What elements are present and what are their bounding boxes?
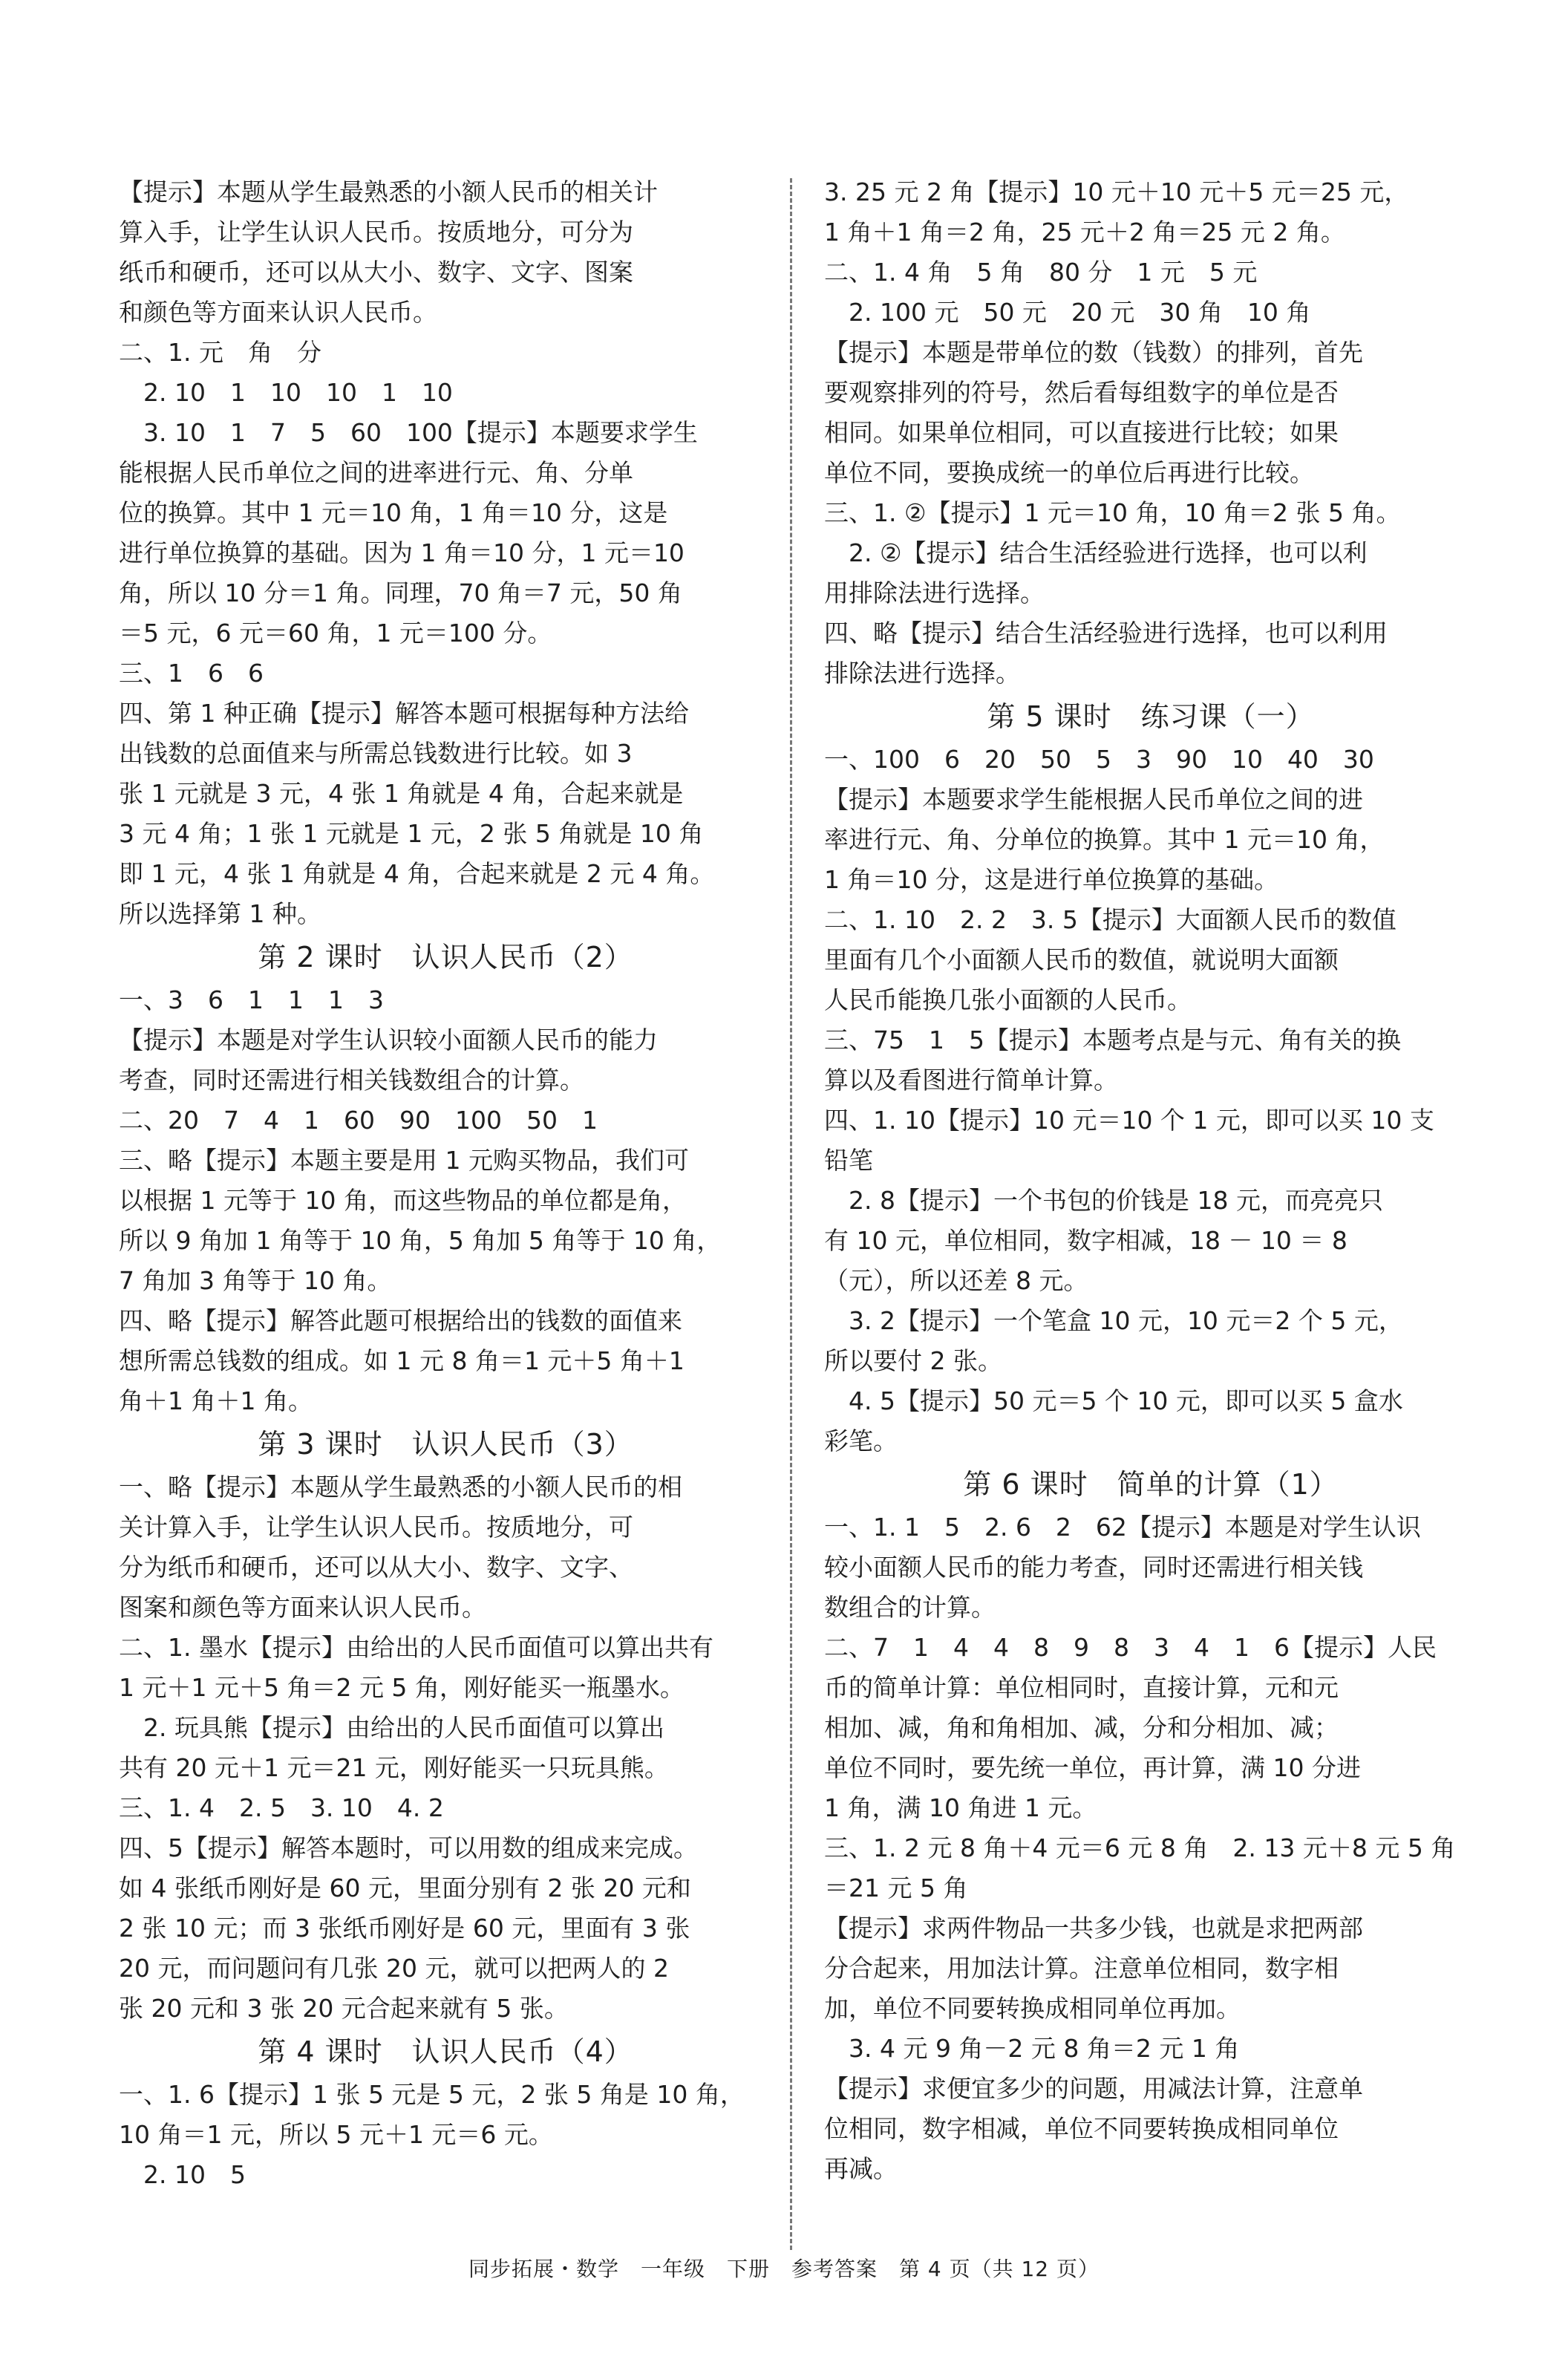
- answer-line: 用排除法进行选择。: [824, 578, 1045, 607]
- answer-line: 单位不同，要换成统一的单位后再进行比较。: [824, 458, 1314, 487]
- answer-line: 加，单位不同要转换成相同单位再加。: [824, 1994, 1241, 2023]
- answer-line: 里面有几个小面额人民币的数值，就说明大面额: [824, 945, 1339, 974]
- answer-line: 铅笔: [824, 1146, 873, 1175]
- answer-line: 四、5【提示】解答本题时，可以用数的组成来完成。: [119, 1833, 698, 1862]
- answer-line: 2. 100 元 50 元 20 元 30 角 10 角: [824, 298, 1311, 327]
- answer-line: 四、略【提示】解答此题可根据给出的钱数的面值来: [119, 1306, 682, 1335]
- answer-line: 单位不同时，要先统一单位，再计算，满 10 分进: [824, 1753, 1361, 1782]
- answer-line: 二、20 7 4 1 60 90 100 50 1: [119, 1106, 598, 1135]
- answer-line: 1 角，满 10 角进 1 元。: [824, 1793, 1097, 1822]
- answer-line: 2. 8【提示】一个书包的价钱是 18 元，而亮亮只: [824, 1186, 1383, 1215]
- answer-line: 率进行元、角、分单位的换算。其中 1 元＝10 角，: [824, 825, 1385, 854]
- answer-line: 有 10 元，单位相同，数字相减，18 － 10 ＝ 8: [824, 1226, 1348, 1255]
- answer-line: 想所需总钱数的组成。如 1 元 8 角＝1 元＋5 角＋1: [119, 1346, 685, 1375]
- answer-line: 一、100 6 20 50 5 3 90 10 40 30: [824, 745, 1374, 774]
- answer-line: 四、略【提示】结合生活经验进行选择，也可以利用: [824, 619, 1388, 648]
- answer-line: 三、略【提示】本题主要是用 1 元购买物品，我们可: [119, 1146, 689, 1175]
- answer-line: 角，所以 10 分＝1 角。同理，70 角＝7 元，50 角: [119, 578, 682, 607]
- answer-line: ＝21 元 5 角: [824, 1874, 968, 1902]
- answer-line: 二、1. 4 角 5 角 80 分 1 元 5 元: [824, 258, 1258, 287]
- answer-line: 3. 4 元 9 角－2 元 8 角＝2 元 1 角: [824, 2034, 1240, 2063]
- answer-line: 较小面额人民币的能力考查，同时还需进行相关钱: [824, 1553, 1363, 1582]
- answer-line: 2. 10 5: [119, 2160, 246, 2189]
- answer-line: 彩笔。: [824, 1426, 898, 1455]
- answer-line: 相同。如果单位相同，可以直接进行比较；如果: [824, 418, 1339, 447]
- answer-line: 所以选择第 1 种。: [119, 899, 321, 928]
- answer-line: 出钱数的总面值来与所需总钱数进行比较。如 3: [119, 739, 633, 768]
- left-column: [119, 172, 772, 2195]
- section-heading: 第 6 课时 简单的计算（1）: [963, 1468, 1339, 1501]
- answer-line: 20 元，而问题问有几张 20 元，就可以把两人的 2: [119, 1954, 669, 1983]
- answer-line: 一、3 6 1 1 1 3: [119, 985, 384, 1014]
- answer-line: 10 角＝1 元，所以 5 元＋1 元＝6 元。: [119, 2120, 553, 2149]
- answer-line: 数组合的计算。: [824, 1593, 996, 1622]
- answer-line: 2 张 10 元；而 3 张纸币刚好是 60 元，里面有 3 张: [119, 1914, 690, 1943]
- answer-line: 张 20 元和 3 张 20 元合起来就有 5 张。: [119, 1994, 569, 2023]
- answer-line: 三、1 6 6: [119, 659, 264, 688]
- answer-line: 排除法进行选择。: [824, 659, 1020, 688]
- answer-line: 【提示】求两件物品一共多少钱，也就是求把两部: [824, 1914, 1363, 1943]
- answer-line: 位的换算。其中 1 元＝10 角，1 角＝10 分，这是: [119, 498, 668, 527]
- answer-line: 二、1. 10 2. 2 3. 5【提示】大面额人民币的数值: [824, 905, 1396, 934]
- answer-line: 角＋1 角＋1 角。: [119, 1386, 313, 1415]
- right-column: [824, 172, 1477, 2189]
- section-heading: 第 2 课时 认识人民币（2）: [258, 941, 633, 974]
- answer-line: 进行单位换算的基础。因为 1 角＝10 分，1 元＝10: [119, 538, 685, 567]
- section-heading: 第 5 课时 练习课（一）: [987, 700, 1315, 733]
- answer-line: 人民币能换几张小面额的人民币。: [824, 985, 1192, 1014]
- answer-line: 和颜色等方面来认识人民币。: [119, 298, 437, 327]
- answer-line: 以根据 1 元等于 10 角，而这些物品的单位都是角，: [119, 1186, 687, 1215]
- answer-line: 【提示】本题从学生最熟悉的小额人民币的相关计: [119, 177, 658, 206]
- answer-line: 二、1. 元 角 分: [119, 338, 321, 367]
- answer-line: 币的简单计算：单位相同时，直接计算，元和元: [824, 1673, 1339, 1702]
- answer-line: 所以要付 2 张。: [824, 1346, 1002, 1375]
- answer-line: 1 元＋1 元＋5 角＝2 元 5 角，刚好能买一瓶墨水。: [119, 1673, 685, 1702]
- answer-line: 2. 玩具熊【提示】由给出的人民币面值可以算出: [119, 1713, 664, 1742]
- answer-line: 2. 10 1 10 10 1 10: [119, 378, 453, 407]
- answer-line: 三、1. 4 2. 5 3. 10 4. 2: [119, 1793, 444, 1822]
- answer-line: 一、1. 1 5 2. 6 2 62【提示】本题是对学生认识: [824, 1513, 1421, 1542]
- answer-line: 再减。: [824, 2154, 898, 2183]
- answer-line: 【提示】求便宜多少的问题，用减法计算，注意单: [824, 2074, 1363, 2103]
- answer-line: 分为纸币和硬币，还可以从大小、数字、文字、: [119, 1553, 633, 1582]
- answer-line: 共有 20 元＋1 元＝21 元，刚好能买一只玩具熊。: [119, 1753, 669, 1782]
- answer-line: 【提示】本题要求学生能根据人民币单位之间的进: [824, 785, 1363, 814]
- answer-line: 7 角加 3 角等于 10 角。: [119, 1266, 392, 1295]
- answer-line: 3. 25 元 2 角【提示】10 元＋10 元＋5 元＝25 元，: [824, 177, 1409, 206]
- answer-line: 3. 2【提示】一个笔盒 10 元，10 元＝2 个 5 元，: [824, 1306, 1403, 1335]
- answer-line: 即 1 元，4 张 1 角就是 4 角，合起来就是 2 元 4 角。: [119, 859, 715, 888]
- section-heading: 第 4 课时 认识人民币（4）: [258, 2035, 633, 2068]
- answer-line: 考查，同时还需进行相关钱数组合的计算。: [119, 1066, 584, 1095]
- answer-line: 算以及看图进行简单计算。: [824, 1066, 1118, 1095]
- answer-line: 相加、减，角和角相加、减，分和分相加、减；: [824, 1713, 1339, 1742]
- answer-line: 二、7 1 4 4 8 9 8 3 4 1 6【提示】人民: [824, 1633, 1437, 1662]
- answer-line: 4. 5【提示】50 元＝5 个 10 元，即可以买 5 盒水: [824, 1386, 1403, 1415]
- answer-line: 1 角＝10 分，这是进行单位换算的基础。: [824, 865, 1278, 894]
- answer-line: 纸币和硬币，还可以从大小、数字、文字、图案: [119, 258, 633, 287]
- answer-line: 四、1. 10【提示】10 元＝10 个 1 元，即可以买 10 支: [824, 1106, 1434, 1135]
- answer-line: 三、75 1 5【提示】本题考点是与元、角有关的换: [824, 1025, 1401, 1054]
- answer-line: 关计算入手，让学生认识人民币。按质地分，可: [119, 1513, 633, 1542]
- answer-line: 能根据人民币单位之间的进率进行元、角、分单: [119, 458, 633, 487]
- section-heading: 第 3 课时 认识人民币（3）: [258, 1428, 633, 1461]
- column-divider: [790, 178, 792, 2250]
- answer-line: （元），所以还差 8 元。: [824, 1266, 1088, 1295]
- page-footer: 同步拓展・数学 一年级 下册 参考答案 第 4 页（共 12 页）: [468, 2257, 1100, 2281]
- answer-line: 图案和颜色等方面来认识人民币。: [119, 1593, 486, 1622]
- answer-line: 一、略【提示】本题从学生最熟悉的小额人民币的相: [119, 1473, 682, 1501]
- answer-line: 三、1. 2 元 8 角＋4 元＝6 元 8 角 2. 13 元＋8 元 5 角: [824, 1833, 1456, 1862]
- answer-line: 要观察排列的符号，然后看每组数字的单位是否: [824, 378, 1339, 407]
- answer-line: 一、1. 6【提示】1 张 5 元是 5 元，2 张 5 角是 10 角，: [119, 2080, 745, 2109]
- answer-line: 算入手，让学生认识人民币。按质地分，可分为: [119, 218, 633, 247]
- answer-line: 张 1 元就是 3 元，4 张 1 角就是 4 角，合起来就是: [119, 779, 684, 808]
- answer-line: ＝5 元，6 元＝60 角，1 元＝100 分。: [119, 619, 552, 648]
- answer-line: 3 元 4 角；1 张 1 元就是 1 元，2 张 5 角就是 10 角: [119, 819, 704, 848]
- answer-line: 【提示】本题是对学生认识较小面额人民币的能力: [119, 1025, 658, 1054]
- answer-line: 三、1. ②【提示】1 元＝10 角，10 角＝2 张 5 角。: [824, 498, 1401, 527]
- answer-line: 分合起来，用加法计算。注意单位相同，数字相: [824, 1954, 1339, 1983]
- answer-line: 如 4 张纸币刚好是 60 元，里面分别有 2 张 20 元和: [119, 1874, 691, 1902]
- answer-line: 3. 10 1 7 5 60 100【提示】本题要求学生: [119, 418, 698, 447]
- answer-line: 二、1. 墨水【提示】由给出的人民币面值可以算出共有: [119, 1633, 713, 1662]
- answer-line: 四、第 1 种正确【提示】解答本题可根据每种方法给: [119, 699, 689, 728]
- answer-line: 1 角＋1 角＝2 角，25 元＋2 角＝25 元 2 角。: [824, 218, 1345, 247]
- answer-line: 所以 9 角加 1 角等于 10 角，5 角加 5 角等于 10 角，: [119, 1226, 722, 1255]
- answer-line: 2. ②【提示】结合生活经验进行选择，也可以利: [824, 538, 1368, 567]
- answer-line: 【提示】本题是带单位的数（钱数）的排列，首先: [824, 338, 1363, 367]
- answer-line: 位相同，数字相减，单位不同要转换成相同单位: [824, 2114, 1339, 2143]
